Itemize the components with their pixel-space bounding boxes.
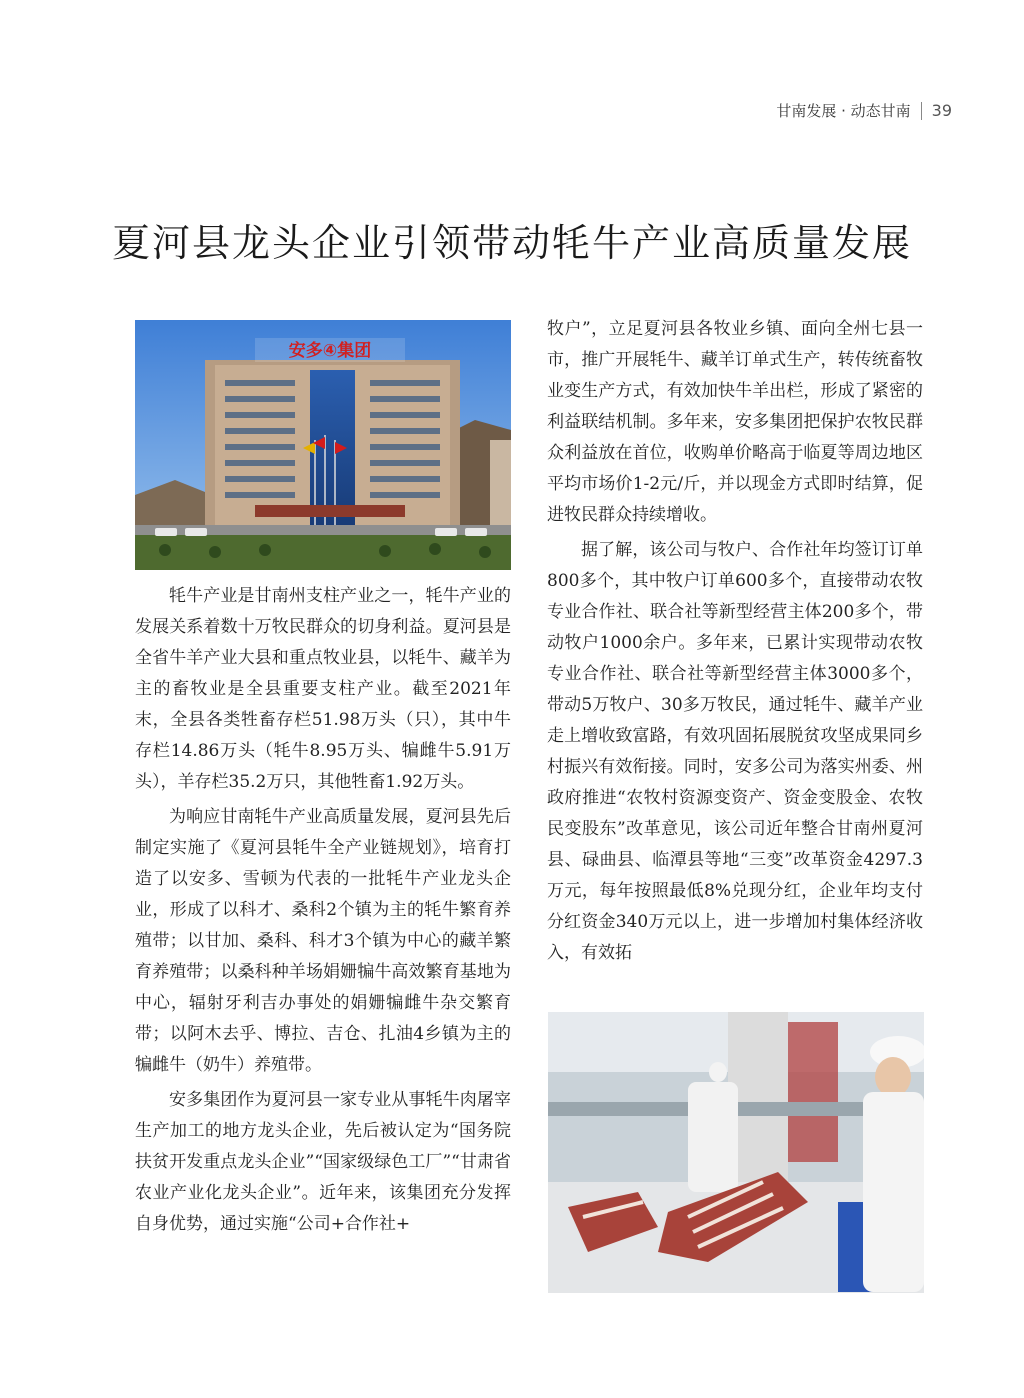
paragraph: 牦牛产业是甘南州支柱产业之一，牦牛产业的发展关系着数十万牧民群众的切身利益。夏河县是全省牛羊产业大县和重点牧业县，以牦牛、藏羊为主的畜牧业是全县重要支柱产业。截至2021年末，全县各类牲畜存栏51.98万头（只），其中牛存栏14.86万头（牦牛8.95万头、犏雌牛5.91万头），羊存栏35.2万只，其他牲畜1.92万头。 <box>135 586 511 792</box>
header-divider <box>921 102 922 120</box>
page-header <box>776 100 952 121</box>
paragraph: 为响应甘南牦牛产业高质量发展，夏河县先后制定实施了《夏河县牦牛全产业链规划》，培育打造了以安多、雪顿为代表的一批牦牛产业龙头企业，形成了以科才、桑科2个镇为主的牦牛繁育养殖带；以甘加、桑科、科才3个镇为中心的藏羊繁育养殖带；以桑科种羊场娟姗犏牛高效繁育基地为中心，辐射牙利吉办事处的娟姗犏雌牛杂交繁育带；以阿木去乎、博拉、吉仓、扎油4乡镇为主的犏雌牛（奶牛）养殖带。 <box>135 807 511 1075</box>
building-photo <box>135 320 511 570</box>
page-number: 39 <box>931 101 952 120</box>
paragraph: 据了解，该公司与牧户、合作社年均签订订单800多个，其中牧户订单600多个，直接带动农牧专业合作社、联合社等新型经营主体200多个，带动牧户1000余户。多年来，已累计实现带动农牧专业合作社、联合社等新型经营主体3000多个，带动5万牧户、30多万牧民，通过牦牛、藏羊产业走上增收致富路，有效巩固拓展脱贫攻坚成果同乡村振兴有效衔接。同时，安多公司为落实州委、州政府推进“农牧村资源变资产、资金变股金、农牧民变股东”改革意见，该公司近年整合甘南州夏河县、碌曲县、临潭县等地“三变”改革资金4297.3万元，每年按照最低8%兑现分红，企业年均支付分红资金340万元以上，进一步增加村集体经济收入，有效拓 <box>547 540 923 963</box>
factory-photo <box>548 1012 924 1293</box>
left-column <box>135 581 511 1244</box>
article-title: 夏河县龙头企业引领带动牦牛产业高质量发展 <box>111 221 912 265</box>
building-sign: 安多④集团 <box>288 341 372 361</box>
paragraph-continued: 牧户”，立足夏河县各牧业乡镇、面向全州七县一市，推广开展牦牛、藏羊订单式生产，转传统畜牧业变生产方式，有效加快牛羊出栏，形成了紧密的利益联结机制。多年来，安多集团把保护农牧民群众利益放在首位，收购单价略高于临夏等周边地区平均市场价1-2元/斤，并以现金方式即时结算，促进牧民群众持续增收。 <box>547 319 923 525</box>
section-label: 甘南发展 · 动态甘南 <box>776 102 911 120</box>
paragraph: 安多集团作为夏河县一家专业从事牦牛肉屠宰生产加工的地方龙头企业，先后被认定为“国务院扶贫开发重点龙头企业”“国家级绿色工厂”“甘肃省农业产业化龙头企业”。近年来，该集团充分发挥自身优势，通过实施“公司+合作社+ <box>135 1090 511 1234</box>
right-column <box>547 314 923 973</box>
